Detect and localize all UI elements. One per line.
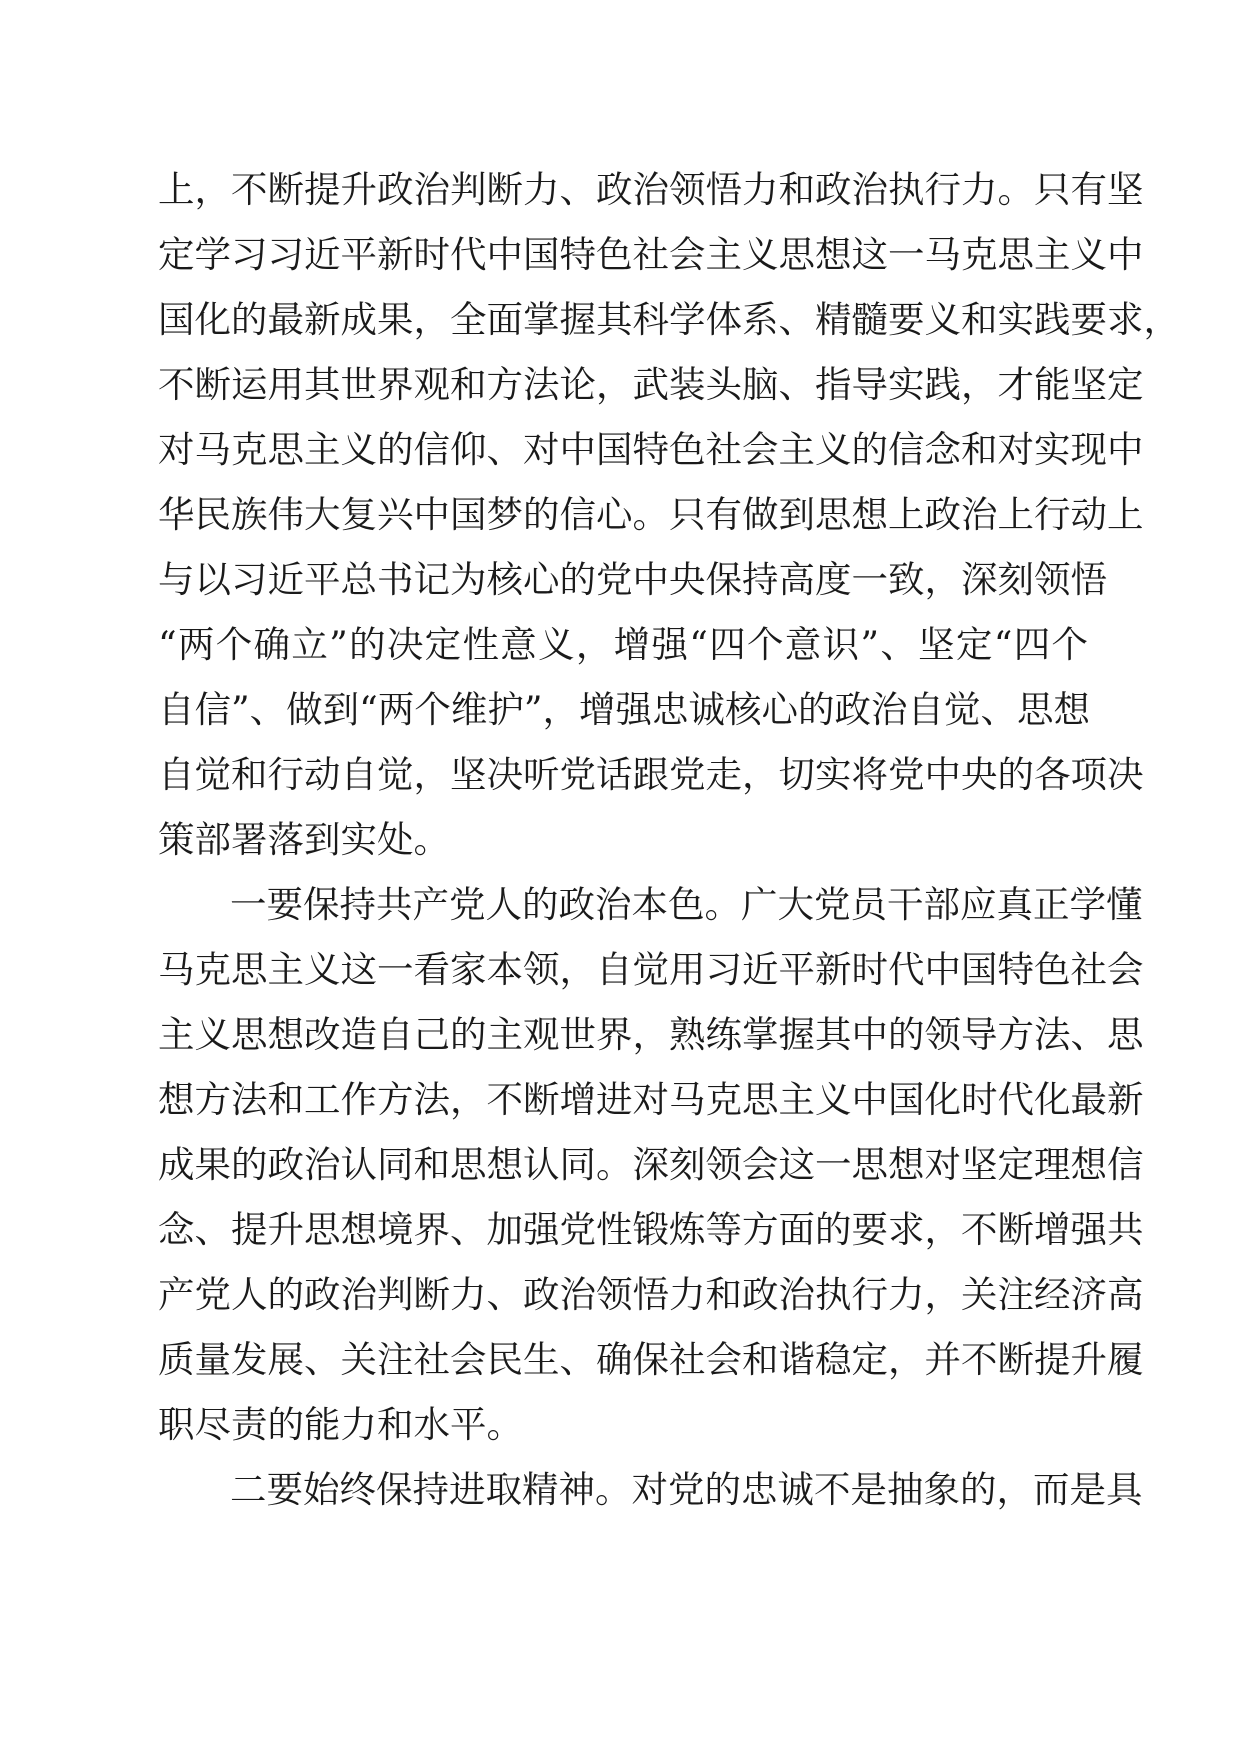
text-line: 成果的政治认同和思想认同。深刻领会这一思想对坚定理想信	[158, 1143, 1144, 1186]
text-line: 定学习习近平新时代中国特色社会主义思想这一马克思主义中	[158, 233, 1144, 276]
text-line: 马克思主义这一看家本领，自觉用习近平新时代中国特色社会	[158, 948, 1144, 991]
text-line: 与以习近平总书记为核心的党中央保持高度一致，深刻领悟	[158, 558, 1107, 601]
text-line: 华民族伟大复兴中国梦的信心。只有做到思想上政治上行动上	[158, 493, 1144, 536]
text-line: 念、提升思想境界、加强党性锻炼等方面的要求，不断增强共	[158, 1208, 1144, 1251]
text-line: 对马克思主义的信仰、对中国特色社会主义的信念和对实现中	[158, 428, 1144, 471]
text-line: 不断运用其世界观和方法论，武装头脑、指导实践，才能坚定	[158, 363, 1144, 406]
paragraph-end-line: 职尽责的能力和水平。	[158, 1403, 523, 1446]
text-line: 上，不断提升政治判断力、政治领悟力和政治执行力。只有坚	[158, 168, 1144, 211]
text-line: 自信”、做到“两个维护”，增强忠诚核心的政治自觉、思想	[158, 688, 1090, 731]
text-line: 质量发展、关注社会民生、确保社会和谐稳定，并不断提升履	[158, 1338, 1144, 1381]
text-line: 想方法和工作方法，不断增进对马克思主义中国化时代化最新	[158, 1078, 1144, 1121]
text-line: 自觉和行动自觉，坚决听党话跟党走，切实将党中央的各项决	[158, 753, 1144, 796]
text-line: 国化的最新成果，全面掌握其科学体系、精髓要义和实践要求，	[158, 298, 1180, 341]
paragraph-first-line: 一要保持共产党人的政治本色。广大党员干部应真正学懂	[230, 883, 1143, 926]
text-line: 主义思想改造自己的主观世界，熟练掌握其中的领导方法、思	[158, 1013, 1144, 1056]
paragraph-end-line: 策部署落到实处。	[158, 818, 450, 861]
text-line: “两个确立”的决定性意义，增强“四个意识”、坚定“四个	[158, 623, 1088, 666]
text-line: 产党人的政治判断力、政治领悟力和政治执行力，关注经济高	[158, 1273, 1144, 1316]
paragraph-first-line: 二要始终保持进取精神。对党的忠诚不是抽象的，而是具	[230, 1468, 1143, 1511]
